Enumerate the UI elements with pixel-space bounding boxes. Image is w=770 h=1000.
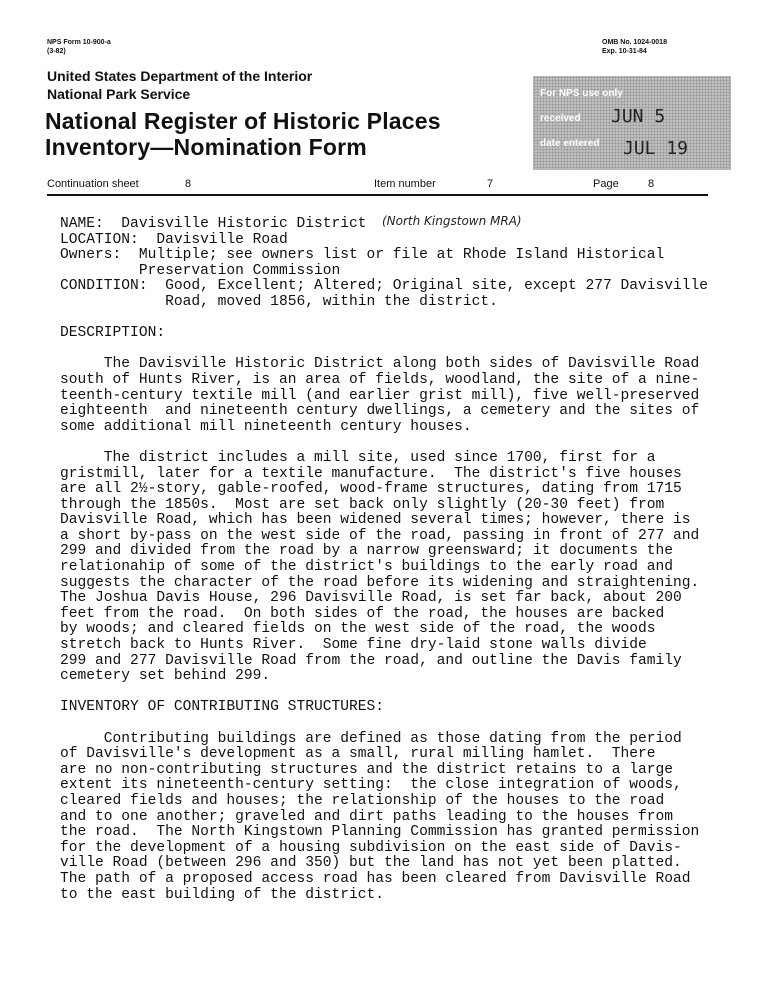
text-line: are no non-contributing structures and the district retains to a large	[60, 761, 674, 778]
omb-expiration: Exp. 10-31-84	[602, 48, 647, 55]
text-line: a short by-pass on the west side of the road, passing in front of 277 and	[60, 527, 700, 544]
form-date: (3-82)	[47, 48, 66, 55]
text-line: INVENTORY OF CONTRIBUTING STRUCTURES:	[60, 699, 385, 716]
text-line: gristmill, later for a textile manufacture. The district's five houses	[60, 465, 682, 482]
omb-info	[602, 38, 667, 56]
item-number-label: Item number	[374, 178, 436, 190]
continuation-sheet-label: Continuation sheet	[47, 178, 139, 190]
text-line: The path of a proposed access road has been cleared from Davisville Road	[60, 870, 691, 887]
text-line: south of Hunts River, is an area of fields, woodland, the site of a nine-	[60, 371, 700, 388]
item-number-value: 7	[487, 178, 494, 190]
nps-use-label: For NPS use only	[540, 88, 623, 99]
form-identifier	[47, 38, 111, 56]
text-line: Road, moved 1856, within the district.	[60, 293, 498, 310]
document-body-text	[60, 217, 750, 903]
text-line: by woods; and cleared fields on the west side of the road, the woods	[60, 621, 656, 638]
form-title-line-1: National Register of Historic Places	[45, 108, 441, 134]
text-line: to the east building of the district.	[60, 886, 385, 903]
date-entered-stamp: JUL 19	[623, 138, 689, 159]
page-label: Page	[593, 178, 619, 190]
omb-number: OMB No. 1024-0018	[602, 39, 667, 46]
text-line: DESCRIPTION:	[60, 325, 166, 342]
text-line: eighteenth and nineteenth century dwellings, a cemetery and the sites of	[60, 403, 700, 420]
received-date-stamp: JUN 5	[611, 106, 666, 127]
text-line: Davisville Road, which has been widened several times; however, there is	[60, 512, 691, 529]
text-line: teenth-century textile mill (and earlier grist mill), five well-preserved	[60, 387, 700, 404]
text-line: The Joshua Davis House, 296 Davisville Road, is set far back, about 200	[60, 590, 682, 607]
page-value: 8	[648, 178, 655, 190]
form-number: NPS Form 10-900-a	[47, 39, 111, 46]
text-line: Contributing buildings are defined as those dating from the period	[60, 730, 682, 747]
text-line: of Davisville's development as a small, rural milling hamlet. There	[60, 746, 656, 763]
text-line: NAME: Davisville Historic District	[60, 216, 367, 232]
text-line: ville Road (between 296 and 350) but the land has not yet been platted.	[60, 855, 682, 872]
text-line	[60, 342, 750, 358]
text-line	[60, 311, 750, 327]
nps-use-stamp-box	[533, 76, 731, 170]
form-title-line-2: Inventory—Nomination Form	[45, 134, 367, 160]
continuation-sheet-line	[47, 176, 708, 196]
text-line: 299 and 277 Davisville Road from the road, and outline the Davis family	[60, 652, 682, 669]
text-line: Owners: Multiple; see owners list or file at Rhode Island Historical	[60, 247, 665, 264]
text-line: the road. The North Kingstown Planning Commission has granted permission	[60, 824, 700, 841]
text-line	[60, 685, 750, 701]
text-line: through the 1850s. Most are set back only slightly (20-30 feet) from	[60, 496, 665, 513]
handwritten-annotation: (North Kingstown MRA)	[382, 214, 522, 228]
text-line: and to one another; graveled and dirt paths leading to the houses from	[60, 808, 674, 825]
text-line: cleared fields and houses; the relationship of the houses to the road	[60, 792, 665, 809]
text-line: for the development of a housing subdivision on the east side of Davis-	[60, 839, 682, 856]
text-line: LOCATION: Davisville Road	[60, 231, 288, 248]
text-line: Preservation Commission	[60, 262, 341, 279]
text-line	[60, 716, 750, 732]
text-line: some additional mill nineteenth century houses.	[60, 418, 472, 435]
text-line: The Davisville Historic District along both sides of Davisville Road	[60, 356, 700, 373]
department-name: United States Department of the Interior	[47, 68, 313, 84]
text-line: 299 and divided from the road by a narrow greensward; it documents the	[60, 543, 674, 560]
text-line: stretch back to Hunts River. Some fine dry-laid stone walls divide	[60, 637, 647, 654]
text-line	[60, 435, 750, 451]
text-line: suggests the character of the road before its widening and straightening.	[60, 574, 700, 591]
text-line: feet from the road. On both sides of the road, the houses are backed	[60, 605, 665, 622]
date-entered-label: date entered	[540, 138, 600, 149]
text-line: extent its nineteenth-century setting: the close integration of woods,	[60, 777, 682, 794]
text-line: CONDITION: Good, Excellent; Altered; Original site, except 277 Davisville	[60, 278, 709, 295]
continuation-sheet-value: 8	[185, 178, 192, 190]
text-line: cemetery set behind 299.	[60, 668, 271, 685]
text-line: are all 2½-story, gable-roofed, wood-frame structures, dating from 1715	[60, 481, 682, 498]
received-label: received	[540, 113, 581, 124]
agency-name: National Park Service	[47, 86, 191, 102]
text-line: The district includes a mill site, used since 1700, first for a	[60, 449, 656, 466]
text-line: relationahip of some of the district's buildings to the early road and	[60, 559, 674, 576]
